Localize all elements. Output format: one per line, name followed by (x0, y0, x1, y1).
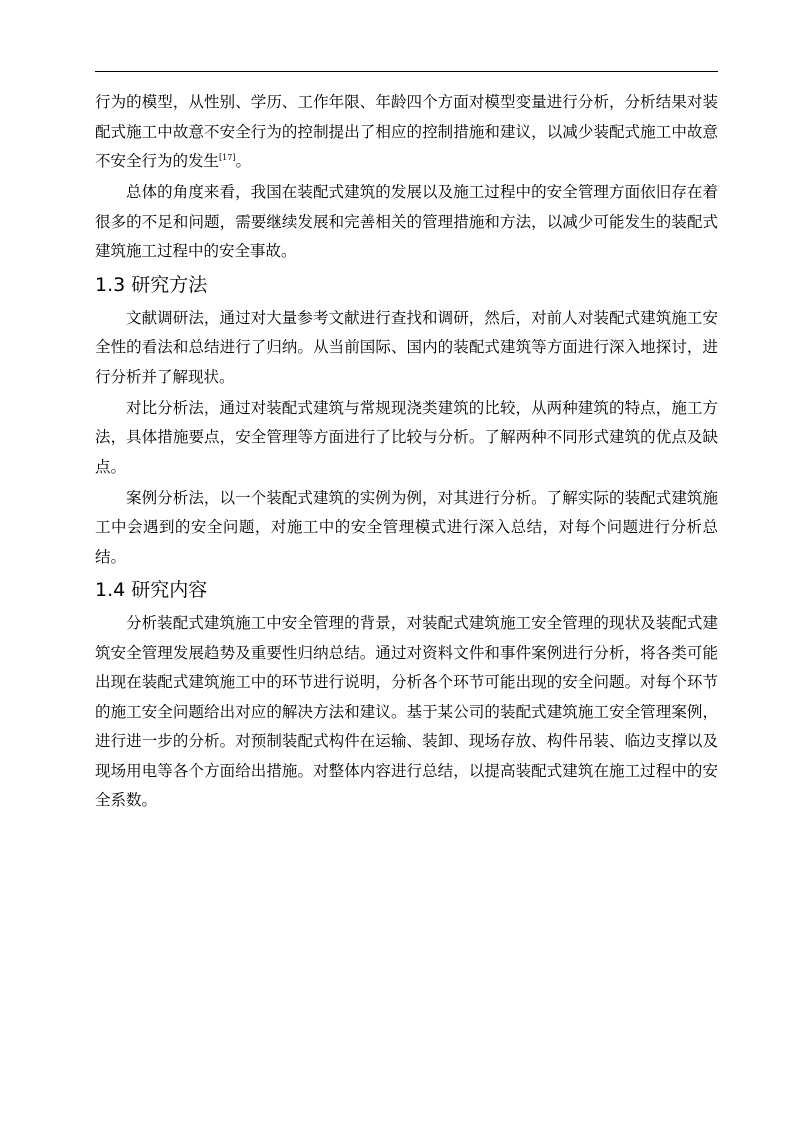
intro-paragraph-2: 总体的角度来看，我国在装配式建筑的发展以及施工过程中的安全管理方面依旧存在着很多的不足和问题，需要继续发展和完善相关的管理措施和方法，以减少可能发生的装配式建筑施工过程中的安全事故。 (95, 183, 718, 260)
content-paragraph: 分析装配式建筑施工中安全管理的背景，对装配式建筑施工安全管理的现状及装配式建筑安全管理发展趋势及重要性归纳总结。通过对资料文件和事件案例进行分析，将各类可能出现在装配式建筑施工中的环节进行说明，分析各个环节可能出现的安全问题。对每个环节的施工安全问题给出对应的解决方法和建议。基于某公司的装配式建筑施工安全管理案例，进行进一步的分析。对预制装配式构件在运输、装卸、现场存放、构件吊装、临边支撑以及现场用电等各个方面给出措施。对整体内容进行总结，以提高装配式建筑在施工过程中的安全系数。 (95, 614, 718, 809)
page-body (95, 88, 718, 816)
intro-paragraph-1-tail: 。 (235, 152, 251, 170)
intro-paragraph-1 (95, 88, 718, 177)
section-heading-1-3: 1.3 研究方法 (95, 273, 208, 296)
header-rule (95, 71, 718, 72)
methods-paragraph-comparison: 对比分析法，通过对装配式建筑与常规现浇类建筑的比较，从两种建筑的特点，施工方法，具体措施要点，安全管理等方面进行了比较与分析。了解两种不同形式建筑的优点及缺点。 (95, 398, 718, 476)
section-heading-1-4: 1.4 研究内容 (95, 579, 208, 601)
citation-17: [17] (219, 153, 236, 162)
methods-paragraph-case: 案例分析法，以一个装配式建筑的实例为例，对其进行分析。了解实际的装配式建筑施工中会遇到的安全问题，对施工中的安全管理模式进行深入总结，对每个问题进行分析总结。 (95, 488, 718, 566)
methods-paragraph-literature: 文献调研法，通过对大量参考文献进行查找和调研，然后，对前人对装配式建筑施工安全性的看法和总结进行了归纳。从当前国际、国内的装配式建筑等方面进行深入地探讨，进行分析并了解现状。 (95, 308, 718, 386)
intro-paragraph-1-text: 行为的模型，从性别、学历、工作年限、年龄四个方面对模型变量进行分析，分析结果对装配式施工中故意不安全行为的控制提出了相应的控制措施和建议，以减少装配式施工中故意不安全行为的发生 (95, 93, 718, 170)
